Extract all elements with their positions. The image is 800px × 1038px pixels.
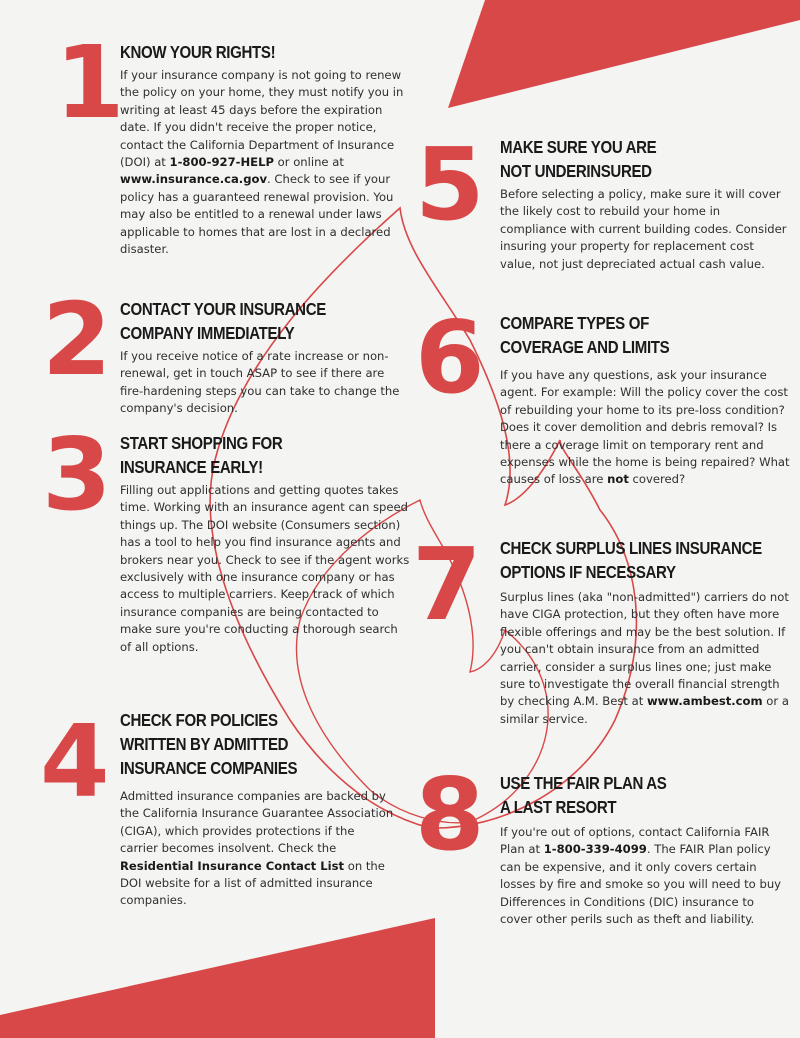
section-number: 3 — [42, 416, 112, 533]
section-heading: CHECK SURPLUS LINES INSURANCE OPTIONS IF NECESSARY — [500, 538, 762, 582]
section-number: 6 — [415, 299, 485, 416]
section-text: If you're out of options, contact California FAIR Plan at 1-800-339-4099. The FAIR Plan policy can be expensive, and it only covers certain losses by fire and smoke so you will need to buy Differences in Conditions (DIC) insurance to cover other perils such as theft and liability. — [500, 825, 782, 927]
section-surplus-lines — [500, 536, 790, 728]
section-number: 7 — [412, 526, 482, 643]
section-number: 5 — [415, 126, 485, 243]
section-text: If you receive notice of a rate increase or non-renewal, get in touch ASAP to see if there are fire-hardening steps you can take to change the company's decision. — [120, 349, 400, 416]
section-text: Before selecting a policy, make sure it will cover the likely cost to rebuild your home in compliance with current building codes. Consider insuring your property for replacement cost value, not just depreciated actual cash value. — [500, 187, 787, 271]
section-heading: CHECK FOR POLICIES WRITTEN BY ADMITTED INSURANCE COMPANIES — [120, 710, 298, 778]
bottom-left-triangle — [0, 918, 435, 1038]
section-compare-coverage — [500, 311, 790, 489]
section-text: Admitted insurance companies are backed by the California Insurance Guarantee Association (CIGA), which provides protections if the carrier becomes insolvent. Check the Residential Insurance Contact List on the DOI website for a list of admitted insurance companies. — [120, 789, 394, 908]
section-number: 2 — [42, 281, 112, 398]
section-heading: USE THE FAIR PLAN AS A LAST RESORT — [500, 773, 667, 817]
section-number: 8 — [415, 756, 485, 873]
section-number: 4 — [40, 703, 110, 820]
section-text: If your insurance company is not going to renew the policy on your home, they must notify you in writing at least 45 days before the expiration date. If you didn't receive the proper notice, contact the California Department of Insurance (DOI) at 1-800-927-HELP or online at www.insurance.ca.gov. Check to see if your policy has a guaranteed renewal provision. You may also be entitled to a renewal under laws applicable to homes that are lost in a declared disaster. — [120, 68, 404, 257]
section-start-shopping — [120, 431, 410, 656]
section-number: 1 — [55, 24, 125, 141]
section-heading: MAKE SURE YOU ARE NOT UNDERINSURED — [500, 137, 657, 181]
top-right-triangle — [448, 0, 800, 108]
section-heading: COMPARE TYPES OF COVERAGE AND LIMITS — [500, 313, 670, 357]
section-not-underinsured — [500, 135, 790, 273]
section-contact-insurance-company — [120, 297, 410, 418]
section-admitted-companies — [120, 708, 395, 910]
section-heading: KNOW YOUR RIGHTS! — [120, 42, 276, 62]
section-heading: START SHOPPING FOR INSURANCE EARLY! — [120, 433, 283, 477]
section-heading: CONTACT YOUR INSURANCE COMPANY IMMEDIATELY — [120, 299, 326, 343]
section-know-your-rights — [120, 40, 410, 258]
section-text: Filling out applications and getting quotes takes time. Working with an insurance agent can speed things up. The DOI website (Consumers section) has a tool to help you find insurance agents and brokers near you. Check to see if the agent works exclusively with one insurance company or has access to multiple carriers. Keep track of which insurance companies are being contacted to make sure you're conducting a thorough search of all options. — [120, 483, 410, 654]
section-fair-plan — [500, 771, 785, 928]
section-text: Surplus lines (aka "non-admitted") carriers do not have CIGA protection, but they often have more flexible offerings and may be the best solution. If you can't obtain insurance from an admitted carrier, consider a surplus lines one; just make sure to investigate the overall financial strength by checking A.M. Best at www.ambest.com or a similar service. — [500, 590, 789, 726]
section-text: If you have any questions, ask your insurance agent. For example: Will the policy cover the cost of rebuilding your home to its pre-loss condition? Does it cover demolition and debris removal? Is there a coverage limit on temporary rent and expenses while the home is being repaired? What causes of loss are not covered? — [500, 368, 790, 487]
